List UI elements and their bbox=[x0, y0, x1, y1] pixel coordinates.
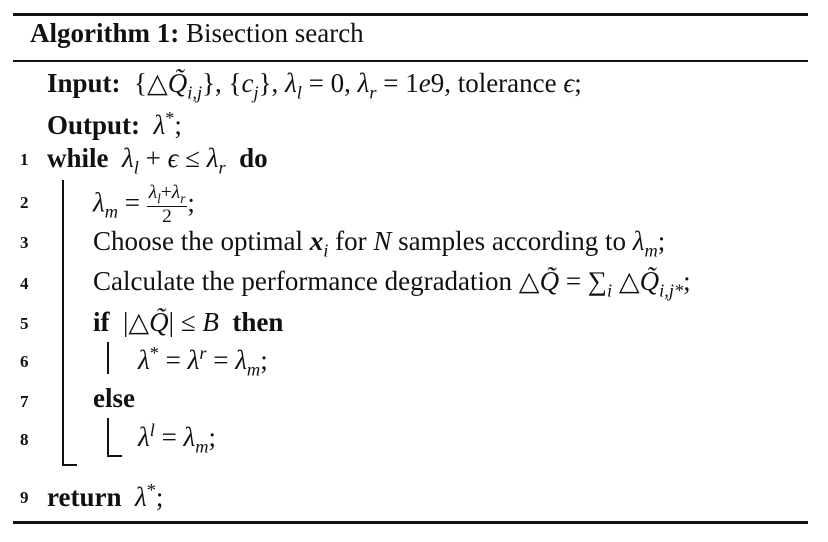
line-number-7: 7 bbox=[20, 392, 29, 411]
line-4: Calculate the performance degradation △Q̃ = $\sum_i$ $\triangle Q̃_{i,j*}$; bbox=[93, 266, 691, 301]
line-2: $\lambda_m$ = $\frac{\lambda_l+\lambda_r}{2}$ ; bbox=[93, 182, 195, 227]
line-7 bbox=[93, 383, 135, 414]
line-number-5: 5 bbox=[20, 314, 29, 333]
else-keyword: else bbox=[93, 383, 135, 413]
title-rule bbox=[13, 60, 808, 62]
else-block-end bbox=[107, 455, 122, 457]
input-text: $\{\triangle Q̃_{i,j}\}$, $\{c_j\}$, $\lambda_l = 0$, $\lambda_r = 1e9$, tolerance ϵ; bbox=[127, 68, 582, 103]
if-block-bar bbox=[107, 342, 109, 374]
line-9 bbox=[47, 480, 163, 513]
while-keyword: while bbox=[47, 143, 109, 173]
line-number-4: 4 bbox=[20, 274, 29, 293]
while-condition: $\lambda_l + \epsilon \le \lambda_r$ bbox=[122, 143, 226, 178]
line-number-3: 3 bbox=[20, 233, 29, 252]
line-number-1: 1 bbox=[20, 150, 29, 169]
line-1 bbox=[47, 143, 268, 178]
then-keyword: then bbox=[232, 307, 284, 337]
output-text: λ*; bbox=[153, 108, 182, 140]
if-keyword: if bbox=[93, 307, 110, 337]
top-rule bbox=[13, 13, 808, 16]
do-keyword: do bbox=[239, 143, 268, 173]
while-block-bar bbox=[62, 180, 64, 465]
output-keyword: Output: bbox=[47, 110, 141, 140]
if-condition: |△Q̃| ≤ B bbox=[116, 307, 219, 337]
line-3: Choose the optimal $x_i$ for N samples according to $\lambda_m$; bbox=[93, 226, 666, 261]
algorithm-name: Bisection search bbox=[185, 18, 364, 48]
line-5 bbox=[93, 307, 283, 338]
algorithm-title bbox=[30, 18, 364, 49]
line-8: $\lambda^l = \lambda_m$; bbox=[138, 420, 217, 457]
line-number-9: 9 bbox=[20, 488, 29, 507]
return-value: λ*; bbox=[135, 480, 164, 512]
input-keyword: Input: bbox=[47, 68, 121, 98]
algorithm-label: Algorithm 1: bbox=[30, 18, 180, 48]
return-keyword: return bbox=[47, 482, 122, 512]
line-number-6: 6 bbox=[20, 352, 29, 371]
else-block-bar bbox=[107, 418, 109, 456]
line-number-2: 2 bbox=[20, 193, 29, 212]
output-line bbox=[47, 108, 182, 141]
line-6: $\lambda^* = \lambda^r = \lambda_m$; bbox=[138, 343, 268, 380]
bottom-rule bbox=[13, 521, 808, 524]
while-block-end bbox=[62, 464, 77, 466]
input-line bbox=[47, 68, 582, 103]
line-number-8: 8 bbox=[20, 430, 29, 449]
